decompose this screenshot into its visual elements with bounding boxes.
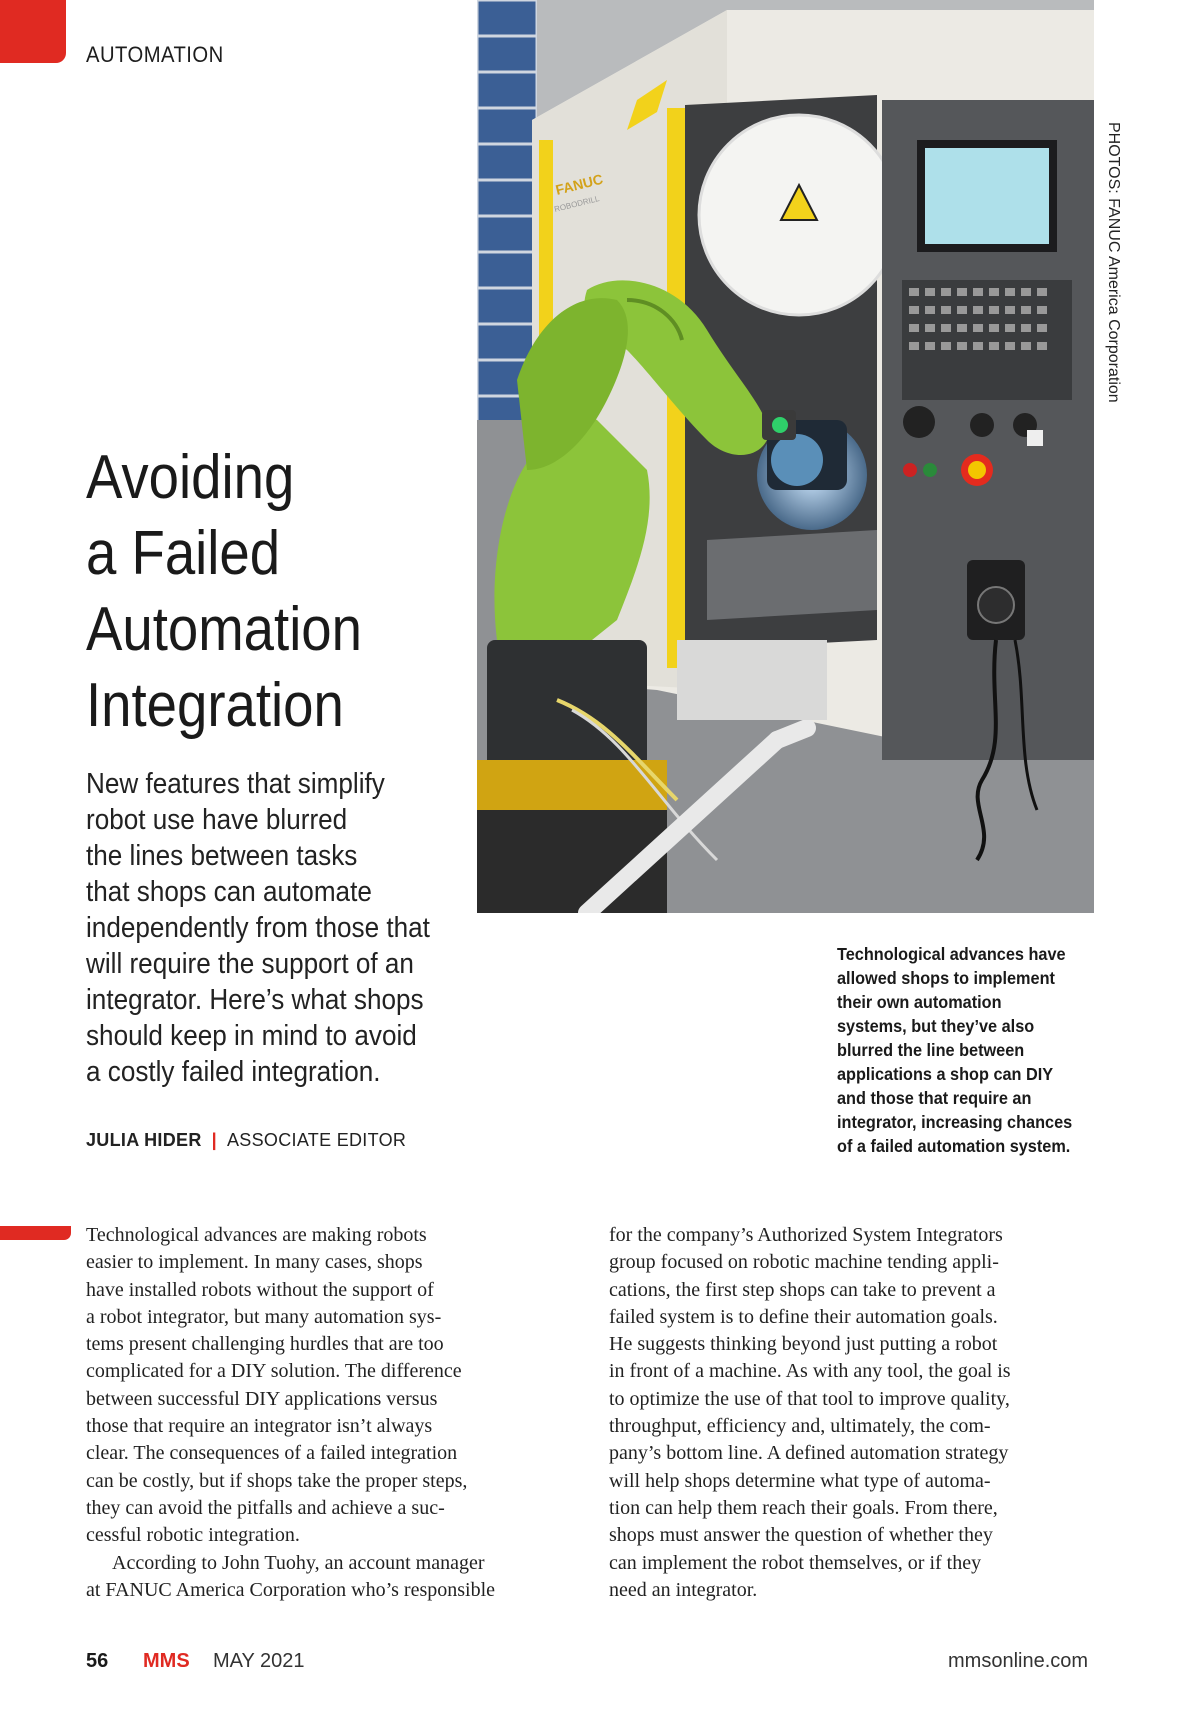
body-column-left <box>86 1222 576 1604</box>
body-line: to optimize the use of that tool to improve quality, <box>609 1387 1010 1410</box>
body-line: can be costly, but if shops take the proper steps, <box>86 1469 468 1492</box>
article-headline <box>86 440 438 744</box>
article-photo <box>477 0 1094 913</box>
body-line: According to John Tuohy, an account manager <box>112 1551 485 1574</box>
magazine-name: MMS <box>143 1650 190 1672</box>
body-line: have installed robots without the support of <box>86 1278 434 1301</box>
photo-caption <box>837 942 1079 1158</box>
body-line: clear. The consequences of a failed integration <box>86 1442 458 1465</box>
body-line: a robot integrator, but many automation sys- <box>86 1305 442 1328</box>
page-number: 56 <box>86 1650 109 1672</box>
body-line: those that require an integrator isn’t always <box>86 1415 433 1438</box>
robot-machine-illustration <box>477 0 1094 913</box>
body-line: group focused on robotic machine tending appli- <box>609 1251 999 1274</box>
body-column-right <box>609 1222 1099 1604</box>
headline-line: a Failed <box>86 519 281 588</box>
byline-author: JULIA HIDER <box>86 1130 202 1150</box>
deck-line: a costly failed integration. <box>86 1056 381 1088</box>
machine-model-label: ROBODRILL <box>553 194 601 214</box>
deck-line: will require the support of an <box>86 948 414 980</box>
headline-line: Automation <box>86 595 363 664</box>
caption-line: applications a shop can DIY <box>837 1064 1054 1084</box>
byline <box>86 1130 406 1151</box>
body-line: He suggests thinking beyond just putting a robot <box>609 1333 998 1356</box>
website-link[interactable]: mmsonline.com <box>948 1650 1089 1672</box>
body-line: throughput, efficiency and, ultimately, the com- <box>609 1415 991 1438</box>
headline-line: Avoiding <box>86 443 295 512</box>
body-line: in front of a machine. As with any tool, the goal is <box>609 1360 1011 1383</box>
body-line: can implement the robot themselves, or if they <box>609 1551 982 1574</box>
body-line: complicated for a DIY solution. The difference <box>86 1360 462 1383</box>
body-line: for the company’s Authorized System Integrators <box>609 1224 1003 1246</box>
body-line: will help shops determine what type of automa- <box>609 1469 991 1492</box>
body-line: pany’s bottom line. A defined automation strategy <box>609 1442 1009 1465</box>
deck-line: independently from those that <box>86 912 430 944</box>
photo-credit: PHOTOS: FANUC America Corporation <box>1105 122 1122 403</box>
deck-line: robot use have blurred <box>86 804 348 836</box>
body-line: between successful DIY applications versus <box>86 1387 438 1410</box>
body-line: shops must answer the question of whether they <box>609 1524 993 1547</box>
body-line: at FANUC America Corporation who’s responsible <box>86 1578 496 1601</box>
deck-line: integrator. Here’s what shops <box>86 984 424 1016</box>
caption-line: systems, but they’ve also <box>837 1016 1035 1036</box>
deck-line: that shops can automate <box>86 876 372 908</box>
body-line: they can avoid the pitfalls and achieve a suc- <box>86 1496 445 1519</box>
body-line: Technological advances are making robots <box>86 1224 427 1246</box>
body-line: need an integrator. <box>609 1578 758 1601</box>
caption-line: allowed shops to implement <box>837 968 1055 988</box>
body-line: tion can help them reach their goals. From there, <box>609 1496 998 1519</box>
body-line: tems present challenging hurdles that are too <box>86 1333 444 1356</box>
caption-line: their own automation <box>837 992 1002 1012</box>
caption-line: of a failed automation system. <box>837 1136 1071 1156</box>
body-line: cations, the first step shops can take to prevent a <box>609 1278 996 1301</box>
section-tab-marker <box>0 0 66 63</box>
issue-date: MAY 2021 <box>213 1650 305 1672</box>
deck-line: should keep in mind to avoid <box>86 1020 417 1052</box>
body-line: failed system is to define their automation goals. <box>609 1305 998 1328</box>
caption-line: blurred the line between <box>837 1040 1025 1060</box>
deck-line: the lines between tasks <box>86 840 358 872</box>
caption-line: Technological advances have <box>837 944 1066 964</box>
article-deck <box>86 766 455 1090</box>
deck-line: New features that simplify <box>86 768 385 800</box>
headline-line: Integration <box>86 671 344 740</box>
byline-separator: | <box>211 1130 217 1150</box>
caption-line: integrator, increasing chances <box>837 1112 1073 1132</box>
body-line: cessful robotic integration. <box>86 1524 300 1547</box>
caption-line: and those that require an <box>837 1088 1032 1108</box>
fanuc-logo: FANUC <box>553 170 605 198</box>
body-start-marker <box>0 1226 71 1240</box>
byline-title: ASSOCIATE EDITOR <box>227 1130 407 1150</box>
section-label: AUTOMATION <box>86 42 224 67</box>
body-line: easier to implement. In many cases, shops <box>86 1251 423 1274</box>
